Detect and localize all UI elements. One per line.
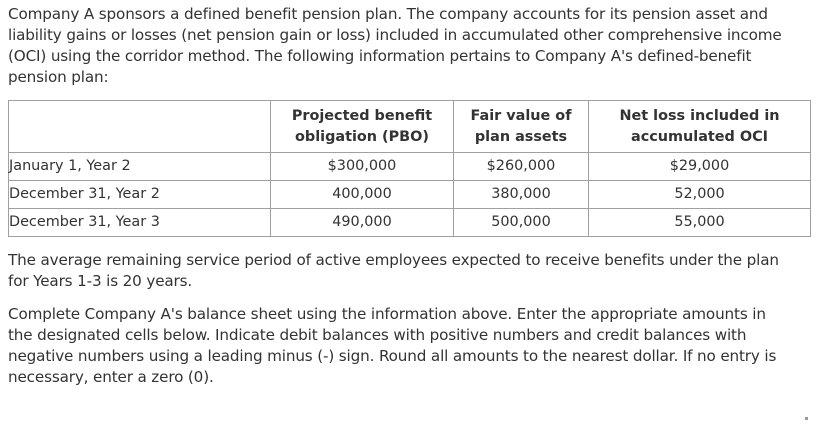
intro-line: (OCI) using the corridor method. The following information pertains to Company A's defined-benefit — [8, 47, 752, 65]
intro-line: liability gains or losses (net pension gain or loss) included in accumulated other comprehensive income — [8, 26, 782, 44]
paragraph-line: the designated cells below. Indicate debit balances with positive numbers and credit balances with — [8, 326, 747, 344]
paragraph-line: negative numbers using a leading minus (-) sign. Round all amounts to the nearest dollar. If no entry is — [8, 347, 777, 365]
row-net-loss: 52,000 — [589, 181, 811, 209]
intro-line: Company A sponsors a defined benefit pension plan. The company accounts for its pension asset and — [8, 5, 768, 23]
row-net-loss: $29,000 — [589, 153, 811, 181]
intro-line: pension plan: — [8, 68, 109, 86]
row-pbo: 400,000 — [271, 181, 454, 209]
header-date-cell — [9, 101, 271, 153]
header-net-loss-oci: Net loss included in accumulated OCI — [589, 101, 811, 153]
row-pbo: 490,000 — [271, 209, 454, 237]
intro-paragraph — [8, 4, 782, 88]
row-net-loss: 55,000 — [589, 209, 811, 237]
pension-data-table — [8, 100, 811, 237]
row-date: December 31, Year 3 — [9, 209, 271, 237]
row-date: January 1, Year 2 — [9, 153, 271, 181]
paragraph-line: Complete Company A's balance sheet using the information above. Enter the appropriate amounts in — [8, 305, 766, 323]
table-row — [9, 153, 811, 181]
header-fair-value: Fair value of plan assets — [454, 101, 589, 153]
row-fair-value: $260,000 — [454, 153, 589, 181]
row-fair-value: 500,000 — [454, 209, 589, 237]
table-row — [9, 209, 811, 237]
service-period-paragraph — [8, 250, 779, 292]
header-pbo: Projected benefit obligation (PBO) — [271, 101, 454, 153]
row-date: December 31, Year 2 — [9, 181, 271, 209]
paragraph-line: The average remaining service period of active employees expected to receive benefits under the plan — [8, 251, 779, 269]
table-row — [9, 181, 811, 209]
paragraph-line: necessary, enter a zero (0). — [8, 368, 214, 386]
row-fair-value: 380,000 — [454, 181, 589, 209]
paragraph-line: for Years 1-3 is 20 years. — [8, 272, 193, 290]
table-header-row — [9, 101, 811, 153]
row-pbo: $300,000 — [271, 153, 454, 181]
instructions-paragraph — [8, 304, 776, 388]
corner-mark — [805, 417, 808, 420]
